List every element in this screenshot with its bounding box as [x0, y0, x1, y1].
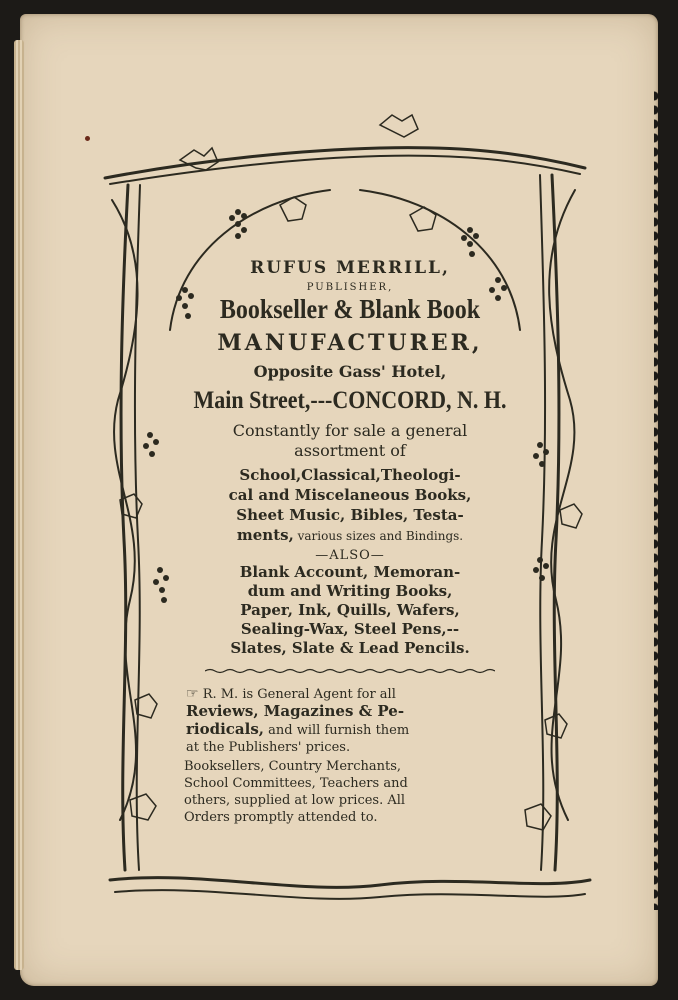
books-line: cal and Miscelaneous Books,	[228, 486, 472, 504]
wavy-divider	[205, 668, 495, 674]
blank-line: Paper, Ink, Quills, Wafers,	[240, 601, 460, 619]
constantly-line: assortment of	[294, 441, 406, 460]
agent-bold-word: riodicals,	[186, 720, 265, 738]
agent-rest: and will furnish them	[264, 723, 410, 738]
books-line: Sheet Music, Bibles, Testa-	[236, 506, 464, 524]
sellers-line: Booksellers, Country Merchants,	[184, 759, 402, 774]
publisher-name: RUFUS MERRILL,	[250, 258, 450, 278]
blank-line: Blank Account, Memoran-	[239, 563, 461, 581]
books-line	[180, 525, 520, 546]
blank-books-list	[180, 563, 520, 658]
sellers-line: Orders promptly attended to.	[184, 810, 378, 825]
blank-line: dum and Writing Books,	[247, 582, 453, 600]
manufacturer-line: MANUFACTURER,	[217, 330, 483, 356]
blank-line: Sealing-Wax, Steel Pens,--	[240, 620, 460, 638]
sellers-line: others, supplied at low prices. All	[184, 793, 406, 808]
sellers-paragraph	[180, 758, 520, 826]
sellers-line: School Committees, Teachers and	[184, 776, 408, 791]
blank-line: Slates, Slate & Lead Pencils.	[230, 639, 470, 657]
also-heading: —ALSO—	[315, 548, 385, 563]
agent-intro: R. M. is General Agent for all	[198, 687, 396, 702]
agent-prices-line: at the Publishers' prices.	[186, 740, 351, 755]
books-last-bold: ments,	[236, 526, 294, 544]
advertisement-text	[180, 252, 520, 826]
books-last-rest: various sizes and Bindings.	[293, 529, 464, 543]
constantly-paragraph	[180, 421, 520, 461]
trade-line: Bookseller & Blank Book	[219, 294, 481, 325]
books-list	[180, 465, 520, 546]
publisher-role: PUBLISHER,	[306, 282, 394, 293]
street-line: Main Street,---CONCORD, N. H.	[193, 385, 507, 414]
pointing-hand-icon: ☞	[186, 686, 199, 702]
books-line: School,Classical,Theologi-	[239, 466, 461, 484]
location-line: Opposite Gass' Hotel,	[253, 362, 447, 381]
constantly-line: Constantly for sale a general	[232, 421, 468, 440]
agent-paragraph	[180, 686, 520, 756]
agent-bold-line: Reviews, Magazines & Pe-	[186, 702, 405, 720]
